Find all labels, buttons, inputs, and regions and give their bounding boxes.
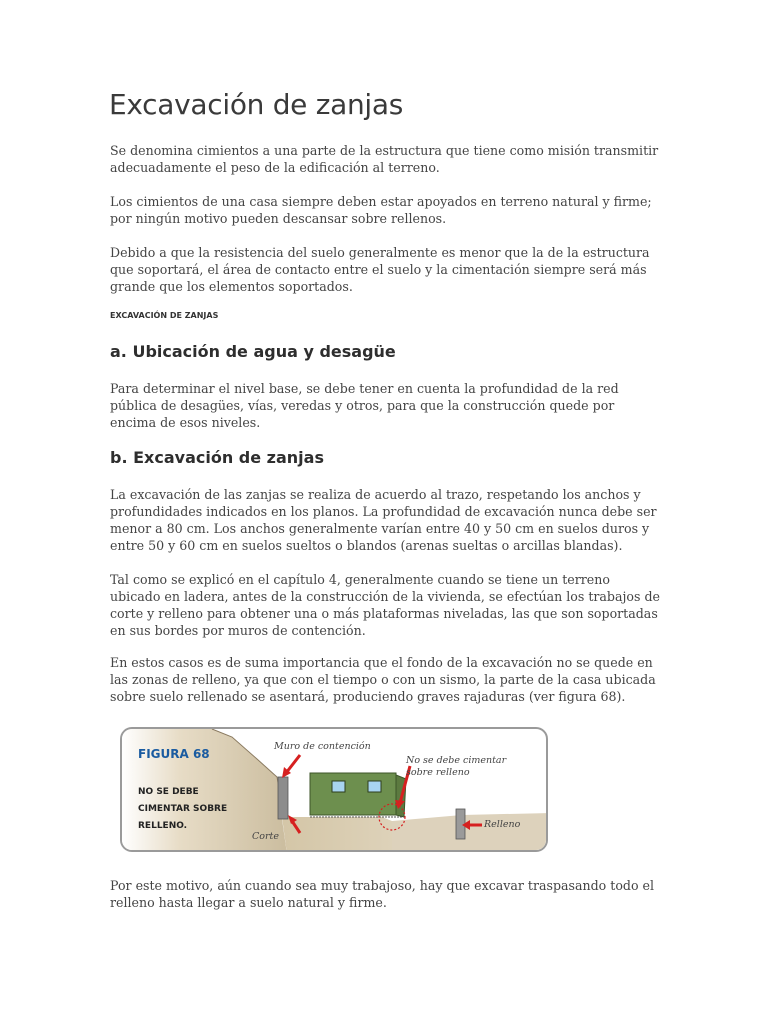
section-heading-b: b. Excavación de zanjas bbox=[110, 448, 324, 467]
figure-caption: NO SE DEBE CIMENTAR SOBRE RELLENO. bbox=[138, 787, 228, 831]
paragraph-fondo-excavacion: En estos casos es de suma importancia que el fondo de la excavación no se quede en las zonas de relleno, ya que con el tiempo o con un sismo, la parte de la casa ubicada sobre suelo rellenado se asentará, produciendo graves rajaduras (ver figura 68). bbox=[110, 655, 656, 704]
paragraph-excavacion-zanjas: La excavación de las zanjas se realiza de acuerdo al trazo, respetando los anchos y profundidades indicados en los planos. La profundidad de excavación nunca debe ser menor a 80 cm. Los anchos generalmente varían entre 40 y 50 cm en suelos duros y entre 50 y 60 cm en suelos sueltos o blandos (arenas sueltas o arcillas blandas). bbox=[110, 487, 657, 553]
figure-label: FIGURA 68 bbox=[138, 747, 210, 761]
paragraph-conclusion: Por este motivo, aún cuando sea muy trabajoso, hay que excavar traspasando todo el relleno hasta llegar a suelo natural y firme. bbox=[110, 878, 655, 910]
paragraph-ladera: Tal como se explicó en el capítulo 4, generalmente cuando se tiene un terreno ubicado en ladera, antes de la construcción de la vivienda, se efectúan los trabajos de corte y relleno para obtener una o más plataformas niveladas, las que son soportadas en sus bordes por muros de contención. bbox=[110, 572, 660, 638]
page-title: Excavación de zanjas bbox=[109, 88, 404, 121]
house-body bbox=[310, 773, 396, 815]
figure-note-muro: Muro de contención bbox=[274, 741, 371, 752]
figure-note-corte: Corte bbox=[252, 831, 279, 842]
figure-note-relleno: Relleno bbox=[484, 819, 521, 830]
arrow-muro bbox=[286, 755, 300, 773]
figure-note-no-cimentar: No se debe cimentar sobre relleno bbox=[406, 755, 507, 778]
relleno-fill bbox=[392, 813, 548, 852]
paragraph-cimientos-definicion: Se denomina cimientos a una parte de la estructura que tiene como misión transmitir adecuadamente el peso de la edificación al terreno. bbox=[110, 143, 659, 175]
section-heading-a: a. Ubicación de agua y desagüe bbox=[110, 342, 396, 361]
paragraph-cimientos-terreno: Los cimientos de una casa siempre deben estar apoyados en terreno natural y firme; por ningún motivo pueden descansar sobre rellenos. bbox=[110, 194, 652, 226]
paragraph-resistencia-suelo: Debido a que la resistencia del suelo generalmente es menor que la de la estructura que soportará, el área de contacto entre el suelo y la cimentación siempre será más grande que los elementos soportados. bbox=[110, 245, 650, 294]
retaining-wall-left bbox=[278, 777, 288, 819]
house-window-right bbox=[368, 781, 381, 792]
caps-heading: EXCAVACIÓN DE ZANJAS bbox=[110, 311, 219, 320]
figure-68 bbox=[120, 727, 548, 852]
paragraph-nivel-base: Para determinar el nivel base, se debe tener en cuenta la profundidad de la red pública de desagües, vías, veredas y otros, para que la construcción quede por encima de esos niveles. bbox=[110, 381, 619, 430]
house-window-left bbox=[332, 781, 345, 792]
